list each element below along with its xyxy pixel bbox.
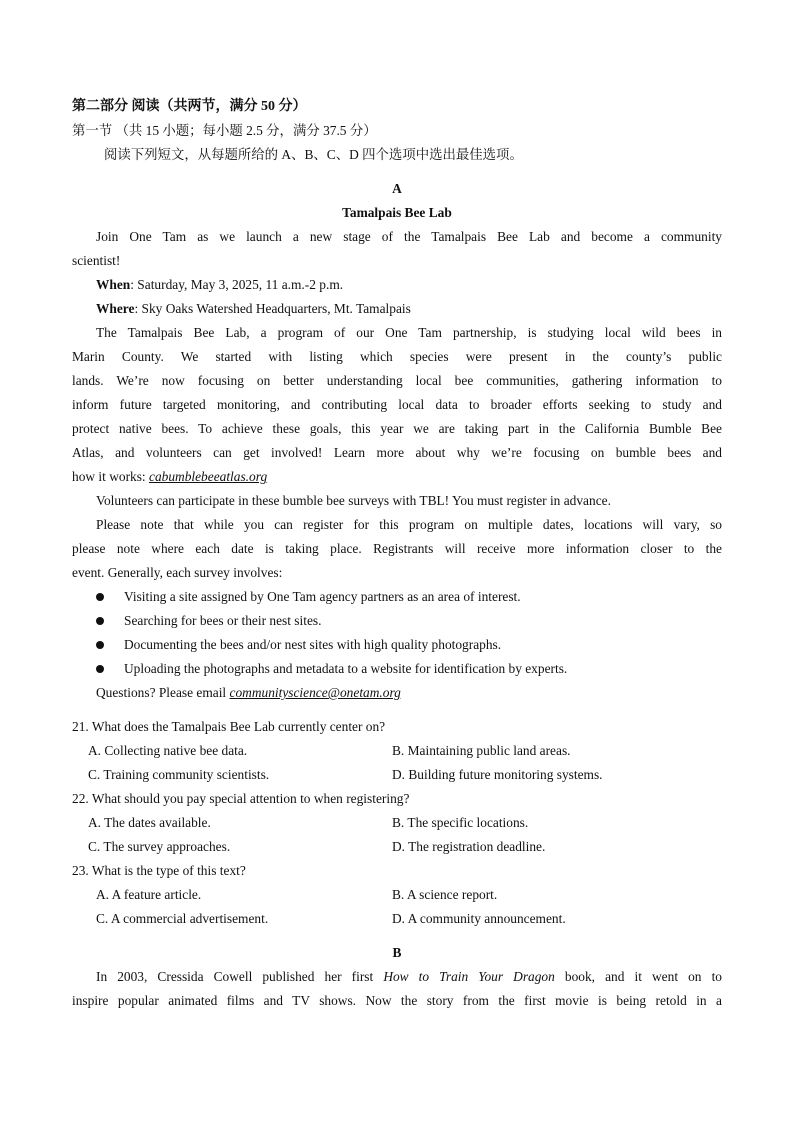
questions-contact — [72, 681, 722, 705]
bullet-text: Visiting a site assigned by One Tam agency partners as an area of interest. — [124, 589, 521, 604]
option[interactable]: B. A science report. — [392, 887, 498, 902]
email-link[interactable]: communityscience@onetam.org — [229, 685, 401, 700]
when-label: When — [96, 277, 131, 292]
body-last-prefix: how it works: — [72, 469, 149, 484]
note-line: Please note that while you can register for this program on multiple dates, locations will vary, so — [96, 517, 722, 532]
option[interactable]: C. The survey approaches. — [88, 839, 231, 854]
section-title: 第一节 （共 15 小题；每小题 2.5 分，满分 37.5 分） — [72, 123, 377, 138]
option[interactable]: B. Maintaining public land areas. — [392, 743, 571, 758]
where-value: : Sky Oaks Watershed Headquarters, Mt. Tamalpais — [134, 301, 411, 316]
bullet-dot-icon — [96, 641, 104, 649]
options-row — [72, 907, 722, 931]
note-line: please note where each date is taking place. Registrants will receive more information closer to the — [72, 541, 722, 556]
atlas-link[interactable]: cabumblebeeatlas.org — [149, 469, 268, 484]
note-last-line: event. Generally, each survey involves: — [72, 565, 283, 580]
when-row — [72, 273, 722, 297]
passage-b-letter: B — [392, 945, 402, 960]
options-row — [72, 883, 722, 907]
passage-b-line1-prefix: In 2003, Cressida Cowell published her first — [96, 969, 384, 984]
bullet-dot-icon — [96, 593, 104, 601]
option[interactable]: A. Collecting native bee data. — [88, 743, 248, 758]
passage-a-letter: A — [392, 181, 402, 196]
passage-a-title: Tamalpais Bee Lab — [342, 205, 452, 220]
exam-page — [72, 95, 722, 1013]
book-title: How to Train Your Dragon — [383, 969, 555, 984]
options-row — [72, 763, 722, 787]
option[interactable]: B. The specific locations. — [392, 815, 529, 830]
bullet-item — [72, 585, 722, 609]
body-last-line — [72, 465, 722, 489]
option[interactable]: A. A feature article. — [96, 887, 202, 902]
bullet-item — [72, 609, 722, 633]
body-line: protect native bees. To achieve these goals, this year we are taking part in the California Bumble Bee — [72, 421, 722, 436]
where-label: Where — [96, 301, 135, 316]
bullet-text: Searching for bees or their nest sites. — [124, 613, 322, 628]
body-line: The Tamalpais Bee Lab, a program of our One Tam partnership, is studying local wild bees in — [96, 325, 722, 340]
part-title: 第二部分 阅读（共两节，满分 50 分） — [72, 99, 307, 114]
passage-b-line2: inspire popular animated films and TV shows. Now the story from the first movie is being retold in a — [72, 993, 722, 1008]
bullet-dot-icon — [96, 665, 104, 673]
body-line: Marin County. We started with listing which species were present in the county’s public — [72, 349, 722, 364]
passage-a-intro-line2: scientist! — [72, 253, 121, 268]
body-line: Atlas, and volunteers can get involved! Learn more about why we’re focusing on bumble bees and — [72, 445, 722, 460]
options-row — [72, 835, 722, 859]
where-row — [72, 297, 722, 321]
question-stem: 22. What should you pay special attention to when registering? — [72, 791, 410, 806]
question-stem: 23. What is the type of this text? — [72, 863, 246, 878]
passage-a-intro-line1: Join One Tam as we launch a new stage of the Tamalpais Bee Lab and become a community — [96, 229, 722, 244]
when-value: : Saturday, May 3, 2025, 11 a.m.-2 p.m. — [130, 277, 344, 292]
bullet-text: Documenting the bees and/or nest sites with high quality photographs. — [124, 637, 502, 652]
volunteers-line: Volunteers can participate in these bumble bee surveys with TBL! You must register in advance. — [96, 493, 611, 508]
questions-prefix: Questions? Please email — [96, 685, 230, 700]
bullet-dot-icon — [96, 617, 104, 625]
body-line: lands. We’re now focusing on better understanding local bee communities, gathering information to — [72, 373, 722, 388]
option[interactable]: D. Building future monitoring systems. — [392, 767, 603, 782]
option[interactable]: C. Training community scientists. — [88, 767, 270, 782]
instruction: 阅读下列短文，从每题所给的 A、B、C、D 四个选项中选出最佳选项。 — [104, 147, 523, 162]
options-row — [72, 739, 722, 763]
option[interactable]: D. A community announcement. — [392, 911, 566, 926]
passage-b-line1-suffix: book, and it went on to — [554, 969, 722, 984]
options-row — [72, 811, 722, 835]
question-stem: 21. What does the Tamalpais Bee Lab currently center on? — [72, 719, 386, 734]
option[interactable]: A. The dates available. — [88, 815, 211, 830]
bullet-item — [72, 657, 722, 681]
bullet-text: Uploading the photographs and metadata to a website for identification by experts. — [124, 661, 568, 676]
bullet-item — [72, 633, 722, 657]
body-line: inform future targeted monitoring, and contributing local data to broader efforts seeking to study and — [72, 397, 722, 412]
option[interactable]: D. The registration deadline. — [392, 839, 546, 854]
passage-b-line1 — [72, 965, 722, 989]
option[interactable]: C. A commercial advertisement. — [96, 911, 269, 926]
